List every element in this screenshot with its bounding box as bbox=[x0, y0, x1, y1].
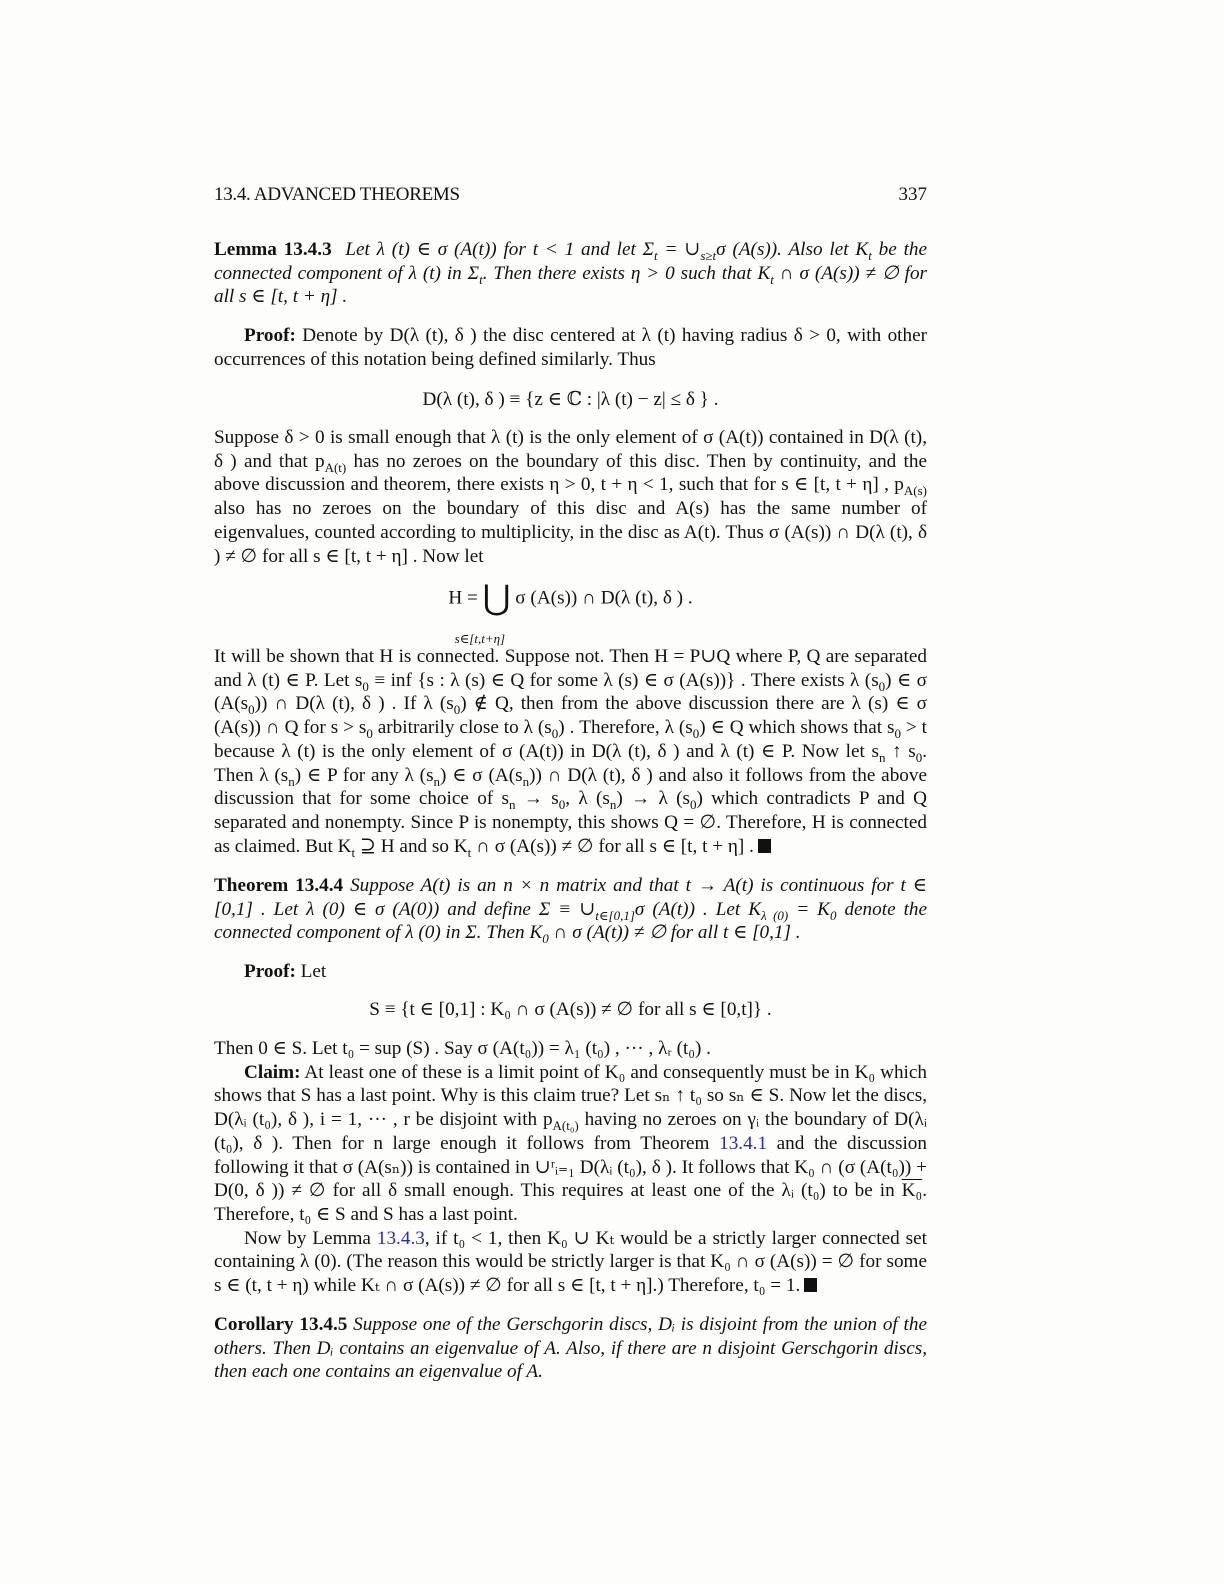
theorem-label: Theorem 13.4.4 bbox=[214, 875, 344, 896]
theorem-13-4-4: Theorem 13.4.4 Suppose A(t) is an n × n matrix and that t → A(t) is continuous for t ∈ [0,1] . Let λ (0) ∈ σ (A(0)) and define $\Sigma \equiv \cup_{t\in[0,1]}\sigma$ (A(t)) . Let $K_{\lambda (0)} = K_0$ denote the connected component of λ (0) in Σ. Then $K_0$ ∩ σ (A(t)) ≠ ∅ for all t ∈ [0,1] . bbox=[214, 875, 928, 947]
disc-definition-equation: D(λ (t), δ ) ≡ {z ∈ ℂ : |λ (t) − z| ≤ δ } . bbox=[422, 389, 719, 410]
claim-label: Claim: bbox=[244, 1061, 301, 1083]
proof-paragraph-2: Suppose δ > 0 is small enough that λ (t) is the only element of σ (A(t)) contained in D(λ (t), δ ) and that $p_{A(t)}$ has no zeroes on the boundary of this disc. Then by continuity, and the above discussion and theorem, there exists η > 0, t + η < 1, such that for s ∈ [t, t + η] , $p_{A(s)}$ also has no zeroes on the boundary of this disc and A(s) has the same number of eigenvalues, counted according to multiplicity, in the disc as A(t). Thus σ (A(s)) ∩ D(λ (t), δ ) ≠ ∅ for all s ∈ [t, t + η] . Now let bbox=[214, 427, 927, 567]
proof-2-intro: Proof: Let bbox=[244, 961, 327, 982]
lemma-13-4-3 bbox=[214, 238, 927, 309]
corollary-label: Corollary 13.4.5 bbox=[214, 1314, 348, 1335]
theorem-13-4-1-link[interactable]: 13.4.1 bbox=[719, 1132, 768, 1154]
qed-square-icon bbox=[758, 839, 771, 853]
proof-2-body: Then 0 ∈ S. Let t₀ = sup (S) . Say σ (A(t₀)) = λ₁ (t₀) , ··· , λᵣ (t₀) . Claim: At least one of these is a limit point of K₀ and consequently must be in K₀ which shows that S has a last point. Why is this claim true? Let sₙ ↑ t₀ so sₙ ∈ S. Now let the discs, D(λᵢ (t₀), δ ), i = 1, ··· , r be disjoint with $p_{A(t_0)}$ having no zeroes on γᵢ the boundary of D(λᵢ (t₀), δ ). Then for n large enough it follows from Theorem 13.4.1 and the discussion following it that σ (A(sₙ)) is contained in ∪ʳᵢ₌₁ D(λᵢ (t₀), δ ). It follows that K₀ ∩ (σ (A(t₀)) + D(0, δ )) ≠ ∅ for all δ small enough. This requires at least one of the λᵢ (t₀) to be in K₀. Therefore, t₀ ∈ S and S has a last point. Now by Lemma 13.4.3, if t₀ < 1, then K₀ ∪ Kₜ would be a strictly larger connected set containing λ (0). (The reason this would be strictly larger is that K₀ ∩ σ (A(s)) = ∅ for some s ∈ (t, t + η) while Kₜ ∩ σ (A(s)) ≠ ∅ for all s ∈ [t, t + η].) Therefore, t₀ = 1. bbox=[214, 1038, 927, 1297]
section-title: 13.4. ADVANCED THEOREMS bbox=[214, 184, 460, 205]
big-union-symbol: ⋃ s∈[t,t+η] bbox=[454, 580, 511, 646]
qed-square-icon bbox=[804, 1278, 817, 1292]
lemma-13-4-3-link[interactable]: 13.4.3 bbox=[376, 1227, 425, 1249]
proof-label: Proof: bbox=[244, 325, 296, 346]
lemma-text: Let λ (t) ∈ σ (A(t)) for t < 1 and let $\Sigma_t$ = $\cup_{s\ge t}\sigma$ (A(s)). Also let $K_t$ be the connected component of λ (t) in $\Sigma_t$. Then there exists η > 0 such that $K_t$ ∩ σ (A(s)) ≠ ∅ for all s ∈ [t, t + η] . bbox=[214, 239, 928, 308]
proof-text: Denote by D(λ (t), δ ) the disc centered at λ (t) having radius δ > 0, with other occurrences of this notation being defined similarly. Thus bbox=[214, 325, 927, 370]
union-H-equation: H = ⋃ s∈[t,t+η] σ (A(s)) ∩ D(λ (t), δ ) . bbox=[448, 580, 693, 646]
proof-label: Proof: bbox=[244, 961, 296, 982]
corollary-13-4-5 bbox=[214, 1313, 927, 1384]
page-number: 337 bbox=[898, 184, 927, 205]
proof-paragraph-3: It will be shown that H is connected. Suppose not. Then H = P∪Q where P, Q are separated and λ (t) ∈ P. Let $s_0$ ≡ inf {s : λ (s) ∈ Q for some λ (s) ∈ σ (A(s))} . There exists λ $(s_0)$ ∈ σ $(A(s_0))$ ∩ D(λ (t), δ ) . If λ $(s_0)$ ∉ Q, then from the above discussion there are λ (s) ∈ σ (A(s)) ∩ Q for $s > s_0$ arbitrarily close to λ $(s_0)$ . Therefore, λ $(s_0)$ ∈ Q which shows that $s_0 > t$ because λ (t) is the only element of σ (A(t)) in D(λ (t), δ ) and λ (t) ∈ P. Now let $s_n$ ↑ $s_0$. Then λ $(s_n)$ ∈ P for any λ $(s_n)$ ∈ σ $(A(s_n))$ ∩ D(λ (t), δ ) and also it follows from the above discussion that for some choice of $s_n \to s_0$, λ $(s_n) \to \lambda$ $(s_0)$ which contradicts P and Q separated and nonempty. Since P is nonempty, this shows Q = ∅. Therefore, H is connected as claimed. But $K_t$ ⊇ H and so $K_t$ ∩ σ (A(s)) ≠ ∅ for all s ∈ [t, t + η] . bbox=[214, 646, 928, 860]
corollary-text: Suppose one of the Gerschgorin discs, Dᵢ is disjoint from the union of the others. Then Dᵢ contains an eigenvalue of A. Also, if there are n disjoint Gerschgorin discs, then each one contains an eigenvalue of A. bbox=[214, 1314, 927, 1383]
set-S-equation: S ≡ {t ∈ [0,1] : K₀ ∩ σ (A(s)) ≠ ∅ for all s ∈ [0,t]} . bbox=[369, 999, 772, 1020]
proof-paragraph-1 bbox=[214, 324, 927, 371]
lemma-label: Lemma 13.4.3 bbox=[214, 239, 332, 260]
